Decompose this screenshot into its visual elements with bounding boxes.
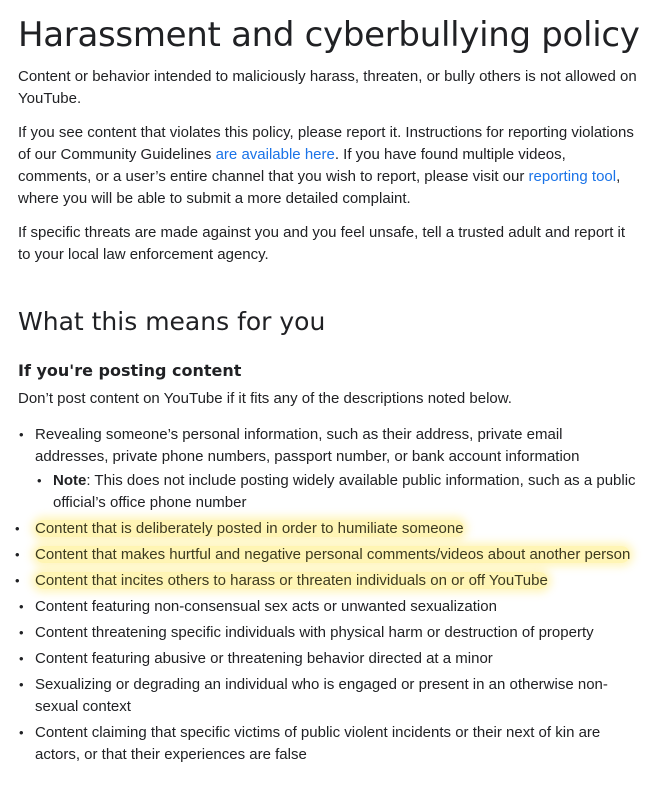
note-label: Note <box>53 472 87 489</box>
threats-paragraph: If specific threats are made against you and you feel unsafe, tell a trusted adult and report it to your local law enforcement agency. <box>18 224 626 263</box>
list-item <box>18 596 640 618</box>
policy-page <box>18 0 640 770</box>
lead-paragraph: Don’t post content on YouTube if it fits any of the descriptions noted below. <box>18 390 512 407</box>
section-heading: What this means for you <box>18 307 326 336</box>
list-item-text: Content that makes hurtful and negative personal comments/videos about another person <box>35 546 631 563</box>
list-item-text: Content that is deliberately posted in order to humiliate someone <box>35 520 464 537</box>
intro-paragraph: Content or behavior intended to maliciously harass, threaten, or bully others is not allowed on YouTube. <box>18 68 637 107</box>
note-list <box>35 470 640 514</box>
list-item-highlighted <box>14 518 640 540</box>
list-item-text: Content claiming that specific victims of public violent incidents or their next of kin are actors, or that their experiences are false <box>35 724 601 763</box>
subsection-heading: If you're posting content <box>18 361 242 380</box>
note-text: : This does not include posting widely available public information, such as a public official’s office phone number <box>53 472 636 511</box>
list-item-text: Content that incites others to harass or threaten individuals on or off YouTube <box>35 572 548 589</box>
report-paragraph <box>18 122 640 210</box>
reporting-tool-link[interactable]: reporting tool <box>528 168 617 185</box>
list-item-text: Content featuring abusive or threatening behavior directed at a minor <box>35 650 493 667</box>
list-item-highlighted <box>14 544 640 566</box>
list-item-highlighted <box>14 570 640 592</box>
report-text-1: If you see content that violates this policy, please report it. Instructions for reporting violations of our Community Guidelines <box>18 124 634 163</box>
list-item <box>18 648 640 670</box>
list-item-text: Sexualizing or degrading an individual who is engaged or present in an otherwise non-sexual context <box>35 676 608 715</box>
list-item <box>18 674 640 718</box>
list-item-text: Content threatening specific individuals with physical harm or destruction of property <box>35 624 594 641</box>
report-text-3: , where you will be able to submit a more detailed complaint. <box>18 168 621 207</box>
note-item <box>35 470 640 514</box>
prohibited-content-list <box>18 424 640 766</box>
list-item <box>18 722 640 766</box>
report-text-2: . If you have found multiple videos, comments, or a user’s entire channel that you wish to report, please visit our <box>18 146 566 185</box>
list-item-text: Revealing someone’s personal information, such as their address, private email addresses, private phone numbers, passport number, or bank account information <box>35 426 580 465</box>
guidelines-instructions-link[interactable]: are available here <box>215 146 335 163</box>
list-item <box>18 424 640 514</box>
page-title: Harassment and cyberbullying policy <box>18 15 640 55</box>
list-item <box>18 622 640 644</box>
list-item-text: Content featuring non-consensual sex acts or unwanted sexualization <box>35 598 497 615</box>
